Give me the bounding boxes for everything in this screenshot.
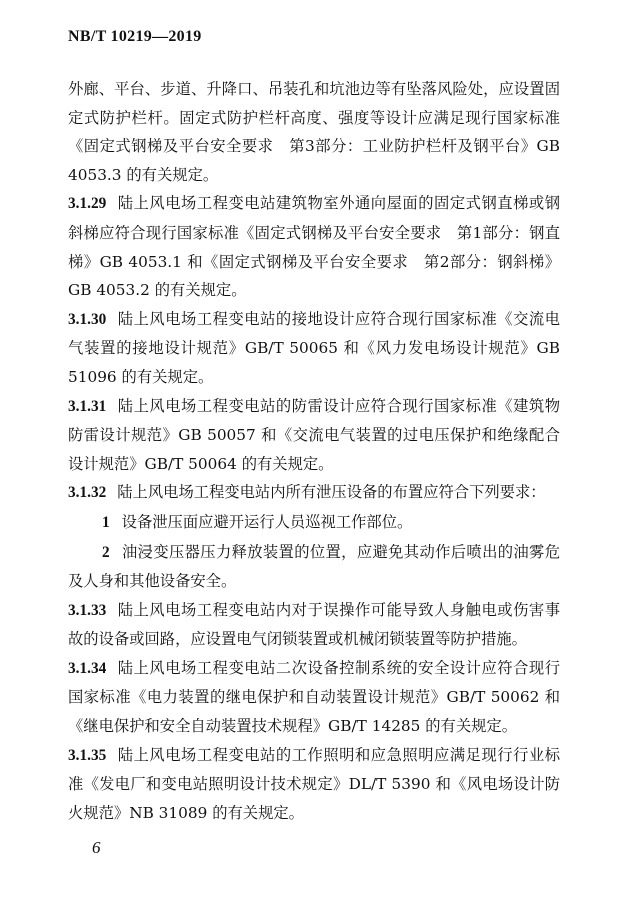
continuation-paragraph: 外廊、平台、步道、升降口、吊装孔和坑池边等有坠落风险处，应设置固定式防护栏杆。固定式防护栏杆高度、强度等设计应满足现行国家标准《固定式钢梯及平台安全要求 第3部分：工业防护栏杆及钢平台》GB 4053.3 的有关规定。 [68, 80, 560, 184]
clause-text: 陆上风电场工程变电站内所有泄压设备的布置应符合下列要求： [117, 483, 546, 502]
clause-number: 3.1.35 [68, 746, 107, 764]
item-text: 油浸变压器压力释放装置的位置，应避免其动作后喷出的油雾危及人身和其他设备安全。 [68, 542, 560, 591]
clause-number: 3.1.34 [68, 659, 107, 677]
clause-3-1-32 [68, 478, 560, 508]
clause-3-1-31 [68, 392, 560, 479]
clause-3-1-29 [68, 189, 560, 304]
clause-text: 陆上风电场工程变电站内对于误操作可能导致人身触电或伤害事故的设备或回路，应设置电气闭锁装置或机械闭锁装置等防护措施。 [68, 600, 560, 649]
clause-number: 3.1.32 [68, 484, 107, 502]
clause-3-1-32-item-1 [68, 508, 560, 538]
document-code-header: NB/T 10219—2019 [68, 28, 202, 45]
page-number: 6 [92, 838, 101, 857]
item-number: 1 [102, 513, 110, 531]
clause-3-1-32-item-2 [68, 538, 560, 596]
item-number: 2 [102, 543, 110, 561]
clause-text: 陆上风电场工程变电站的防雷设计应符合现行国家标准《建筑物防雷设计规范》GB 50057 和《交流电气装置的过电压保护和绝缘配合设计规范》GB/T 50064 的有关规定。 [68, 396, 560, 473]
clause-3-1-33 [68, 596, 560, 654]
clause-3-1-34 [68, 654, 560, 741]
document-body [68, 75, 560, 827]
clause-3-1-30 [68, 305, 560, 392]
item-text: 设备泄压面应避开运行人员巡视工作部位。 [121, 512, 413, 531]
clause-number: 3.1.29 [68, 195, 107, 213]
clause-text: 陆上风电场工程变电站二次设备控制系统的安全设计应符合现行国家标准《电力装置的继电保护和自动装置设计规范》GB/T 50062 和《继电保护和安全自动装置技术规程》GB/T 14285 的有关规定。 [68, 658, 560, 736]
clause-text: 陆上风电场工程变电站的接地设计应符合现行国家标准《交流电气装置的接地设计规范》GB/T 50065 和《风力发电场设计规范》GB 51096 的有关规定。 [68, 309, 560, 386]
clause-text: 陆上风电场工程变电站建筑物室外通向屋面的固定式钢直梯或钢斜梯应符合现行国家标准《固定式钢梯及平台安全要求 第1部分：钢直梯》GB 4053.1 和《固定式钢梯及平台安全要求 第2部分：钢斜梯》GB 4053.2 的有关规定。 [68, 194, 560, 300]
clause-number: 3.1.33 [68, 601, 107, 619]
clause-number: 3.1.30 [68, 310, 107, 328]
clause-3-1-35 [68, 741, 560, 828]
clause-text: 陆上风电场工程变电站的工作照明和应急照明应满足现行行业标准《发电厂和变电站照明设计技术规定》DL/T 5390 和《风电场设计防火规范》NB 31089 的有关规定。 [68, 745, 560, 822]
clause-number: 3.1.31 [68, 397, 107, 415]
